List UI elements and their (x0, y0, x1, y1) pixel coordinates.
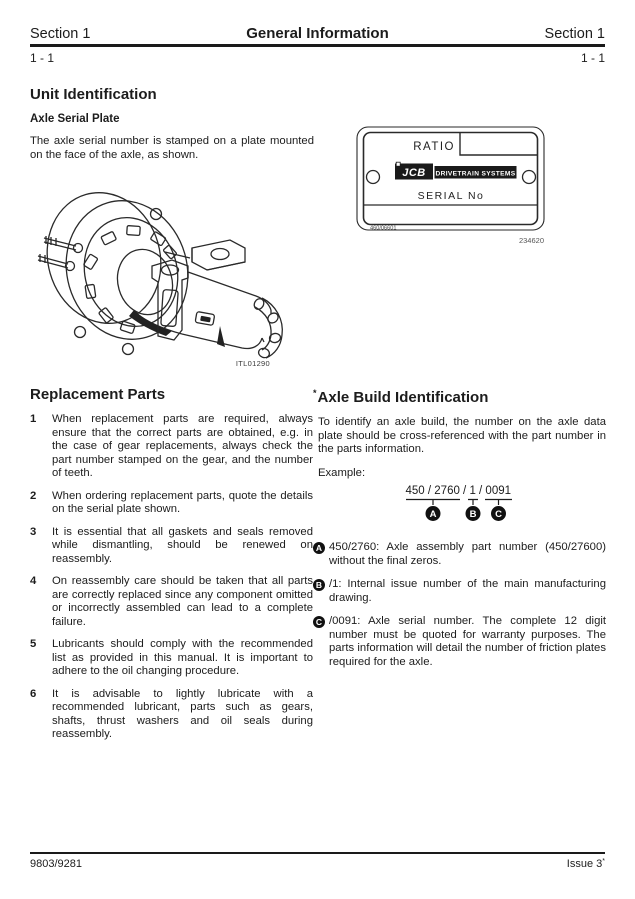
title-asterisk: * (313, 388, 317, 398)
page-header (30, 25, 605, 42)
header-title: General Information (246, 25, 389, 42)
plate-part-number: 460/06601 (370, 225, 397, 232)
axle-figure-label: ITL01290 (235, 359, 270, 368)
list-item (30, 526, 313, 567)
item-text: When replacement parts are required, always ensure that the correct parts are obtained, e.g. in the case of gear replacements, always check the part number stamped on the gear, and the number of teeth. (52, 413, 313, 479)
axle-build-intro: To identify an axle build, the number on the axle data plate should be cross-referenced with the part number in the parts information. (318, 416, 606, 455)
serial-no-label: SERIAL No (417, 190, 485, 202)
callout-item (313, 578, 606, 605)
axle-build-section (313, 388, 606, 679)
example-diagram (406, 485, 514, 531)
callout-text: 450/2760: Axle assembly part number (450/27600) without the final zeros. (329, 541, 606, 567)
header-section-right: Section 1 (544, 26, 605, 42)
item-number: 3 (30, 525, 37, 538)
callout-text: /1: Internal issue number of the main manufacturing drawing. (329, 578, 606, 604)
item-text: When ordering replacement parts, quote the details on the serial plate shown. (52, 489, 313, 515)
item-number: 4 (30, 575, 37, 587)
example-number: 450 / 2760 / 1 / 0091 (405, 485, 512, 497)
callout-letter-c: C (494, 509, 502, 520)
item-text: Lubricants should comply with the recommended list as provided in this manual. It is important to adhere to the oil changing procedure. (52, 638, 313, 677)
list-item (30, 413, 313, 481)
example-label: Example: (318, 466, 366, 479)
issue-asterisk: * (602, 858, 605, 865)
callout-badge-b: B (313, 579, 325, 591)
item-number: 2 (30, 489, 37, 502)
example-callout-brackets (406, 498, 514, 526)
plate-figure-number: 234620 (518, 236, 544, 245)
footer-rule (30, 852, 605, 854)
item-number: 6 (30, 687, 37, 700)
axle-build-title: *Axle Build Identification (313, 388, 489, 406)
serial-plate-figure (356, 126, 548, 248)
callout-badge-a: A (313, 542, 325, 554)
page-number-row (30, 51, 605, 65)
axle-serial-plate-body: The axle serial number is stamped on a plate mounted on the face of the axle, as shown. (30, 135, 314, 161)
footer-issue: Issue 3* (566, 858, 605, 870)
footer-publication-number: 9803/9281 (30, 858, 82, 870)
page-footer (30, 858, 605, 870)
list-item (30, 575, 313, 629)
list-item (30, 490, 313, 517)
item-text: It is advisable to lightly lubricate with a recommended lubricant, parts such as gears, shafts, thrust washers and oil seals during reassembly. (52, 687, 313, 740)
header-rule (30, 44, 605, 47)
item-number: 1 (30, 413, 37, 425)
header-section-left: Section 1 (30, 26, 91, 42)
page-number-right: 1 - 1 (580, 51, 605, 65)
list-item (30, 688, 313, 742)
jcb-logo: JCB (402, 167, 426, 179)
callout-item (313, 541, 606, 568)
callout-item (313, 615, 606, 669)
replacement-parts-title: Replacement Parts (30, 386, 166, 403)
item-text: On reassembly care should be taken that all parts are correctly replaced since any component omitted or incorrectly assembled can lead to a complete failure. (52, 575, 313, 628)
callout-letter-a: A (429, 509, 436, 520)
unit-identification-title: Unit Identification (30, 86, 157, 103)
axle-illustration (24, 186, 292, 372)
item-number: 5 (30, 638, 37, 650)
drivetrain-systems-label: DRIVETRAIN SYSTEMS (435, 170, 516, 178)
list-item (30, 638, 313, 679)
page-number-left: 1 - 1 (30, 51, 55, 65)
example-diagram-wrap (313, 485, 606, 531)
unit-identification-section (30, 86, 314, 162)
replacement-parts-section (30, 386, 313, 751)
axle-drawing (24, 186, 292, 372)
axle-serial-plate-subtitle: Axle Serial Plate (30, 113, 120, 125)
ratio-label: RATIO (413, 141, 455, 153)
callout-letter-b: B (469, 509, 476, 520)
callout-text: /0091: Axle serial number. The complete 12 digit number must be quoted for warranty purposes. The parts information will detail the number of friction plates required for the axle. (329, 615, 606, 668)
callout-badge-c: C (313, 616, 325, 628)
item-text: It is essential that all gaskets and seals removed while dismantling, should be renewed on reassembly. (52, 525, 313, 565)
serial-plate-drawing (356, 126, 546, 234)
